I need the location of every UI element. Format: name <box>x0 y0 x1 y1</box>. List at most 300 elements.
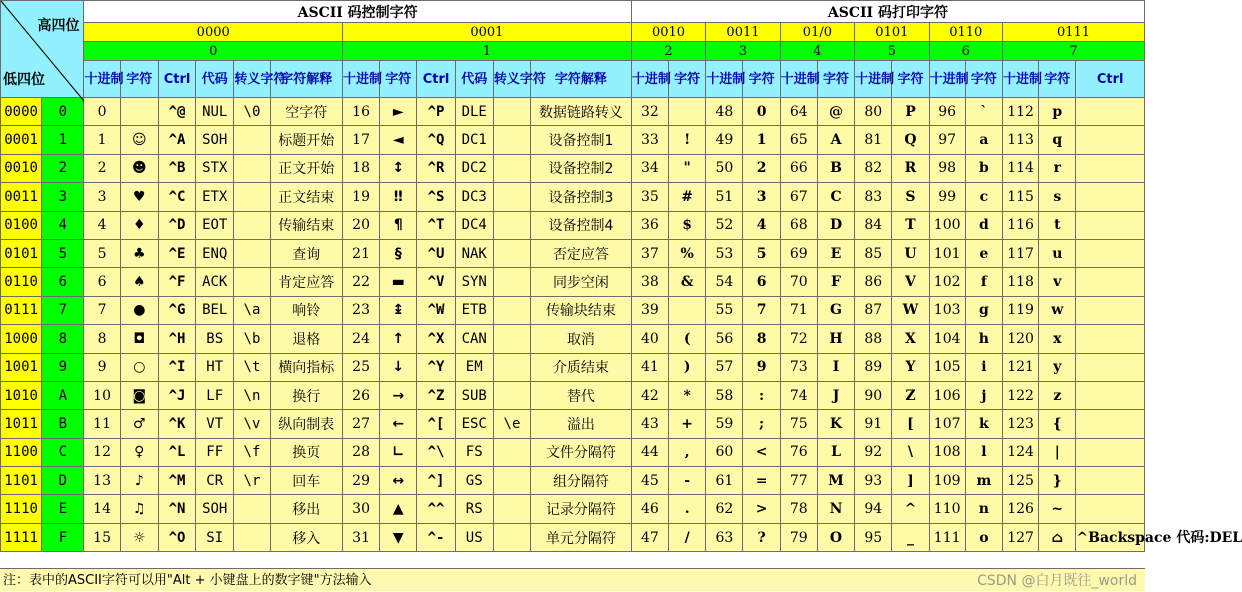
g3-char-cell: 4 <box>743 211 780 239</box>
g1-decimal-cell: 31 <box>342 523 379 551</box>
table-row <box>1 353 1145 381</box>
group-decimal-1: 1 <box>342 42 631 61</box>
g0-decimal-cell: 3 <box>84 183 120 211</box>
g7-ctrl-cell <box>1076 381 1145 409</box>
subheader-char-7: 字符 <box>1039 61 1076 98</box>
g7-ctrl-cell <box>1076 325 1145 353</box>
g0-desc-cell: 正文开始 <box>270 154 342 182</box>
g4-char-cell: E <box>817 239 854 267</box>
g0-char-cell: ◘ <box>120 325 158 353</box>
g6-decimal-cell: 110 <box>929 495 965 523</box>
g1-code-cell: SYN <box>455 268 493 296</box>
g7-decimal-cell: 116 <box>1002 211 1038 239</box>
g1-code-cell: CAN <box>455 325 493 353</box>
table-row <box>1 296 1145 324</box>
g0-char-cell: ☼ <box>120 523 158 551</box>
g5-char-cell: W <box>892 296 929 324</box>
g1-ctrl-cell: ^Z <box>417 381 455 409</box>
g2-char-cell: - <box>669 467 706 495</box>
g4-char-cell: N <box>817 495 854 523</box>
g2-char-cell: % <box>669 239 706 267</box>
g0-decimal-cell: 5 <box>84 239 120 267</box>
g0-code-cell: EOT <box>196 211 234 239</box>
g5-decimal-cell: 89 <box>855 353 892 381</box>
g7-ctrl-cell <box>1076 211 1145 239</box>
g7-decimal-cell: 123 <box>1002 410 1038 438</box>
g2-decimal-cell: 33 <box>631 126 668 154</box>
g7-ctrl-cell <box>1076 410 1145 438</box>
g7-decimal-cell: 115 <box>1002 183 1038 211</box>
g2-decimal-cell: 42 <box>631 381 668 409</box>
g1-desc-cell: 组分隔符 <box>531 467 632 495</box>
g3-char-cell: > <box>743 495 780 523</box>
row-binary: 0010 <box>1 154 42 182</box>
g0-code-cell: ETX <box>196 183 234 211</box>
g2-decimal-cell: 47 <box>631 523 668 551</box>
g6-char-cell: g <box>965 296 1002 324</box>
g4-decimal-cell: 70 <box>780 268 817 296</box>
subheader-ctrl-7: Ctrl <box>1076 61 1145 98</box>
g3-char-cell: 6 <box>743 268 780 296</box>
g4-char-cell: D <box>817 211 854 239</box>
g0-ctrl-cell: ^E <box>158 239 195 267</box>
g4-decimal-cell: 71 <box>780 296 817 324</box>
g1-desc-cell: 取消 <box>531 325 632 353</box>
g5-char-cell: Q <box>892 126 929 154</box>
g0-char-cell: ♥ <box>120 183 158 211</box>
g0-decimal-cell: 0 <box>84 98 120 126</box>
g5-decimal-cell: 90 <box>855 381 892 409</box>
g5-char-cell: P <box>892 98 929 126</box>
g0-code-cell: FF <box>196 438 234 466</box>
g7-ctrl-cell <box>1076 98 1145 126</box>
g1-ctrl-cell: ^V <box>417 268 455 296</box>
g0-char-cell: ◙ <box>120 381 158 409</box>
group-decimal-6: 6 <box>929 42 1002 61</box>
g4-char-cell: K <box>817 410 854 438</box>
g0-desc-cell: 移入 <box>270 523 342 551</box>
g3-char-cell: : <box>743 381 780 409</box>
g7-ctrl-cell <box>1076 296 1145 324</box>
high-nibble-label: 高四位 <box>37 18 80 34</box>
g2-char-cell: $ <box>669 211 706 239</box>
g0-char-cell: ♪ <box>120 467 158 495</box>
g3-char-cell: 2 <box>743 154 780 182</box>
g1-code-cell: US <box>455 523 493 551</box>
g2-decimal-cell: 45 <box>631 467 668 495</box>
g6-char-cell: l <box>965 438 1002 466</box>
g3-char-cell: 9 <box>743 353 780 381</box>
g3-decimal-cell: 58 <box>706 381 743 409</box>
table-row <box>1 268 1145 296</box>
g4-char-cell: @ <box>817 98 854 126</box>
row-binary: 0000 <box>1 98 42 126</box>
row-hex: 2 <box>42 154 84 182</box>
g1-escape-cell <box>493 239 530 267</box>
g7-char-cell: } <box>1039 467 1076 495</box>
g7-decimal-cell: 124 <box>1002 438 1038 466</box>
g5-decimal-cell: 91 <box>855 410 892 438</box>
g6-char-cell: h <box>965 325 1002 353</box>
g1-char-cell: ▼ <box>380 523 417 551</box>
g5-char-cell: Y <box>892 353 929 381</box>
g4-char-cell: B <box>817 154 854 182</box>
g2-decimal-cell: 37 <box>631 239 668 267</box>
row-binary: 1001 <box>1 353 42 381</box>
g0-char-cell: ☺ <box>120 126 158 154</box>
g7-decimal-cell: 126 <box>1002 495 1038 523</box>
row-hex: F <box>42 523 84 551</box>
row-binary: 1011 <box>1 410 42 438</box>
g1-ctrl-cell: ^T <box>417 211 455 239</box>
g1-code-cell: DLE <box>455 98 493 126</box>
g2-char-cell: " <box>669 154 706 182</box>
g6-decimal-cell: 102 <box>929 268 965 296</box>
g1-decimal-cell: 28 <box>342 438 379 466</box>
g0-escape-cell <box>234 523 270 551</box>
g0-char-cell: ♫ <box>120 495 158 523</box>
g0-ctrl-cell: ^B <box>158 154 195 182</box>
g0-char-cell: ♠ <box>120 268 158 296</box>
g3-decimal-cell: 54 <box>706 268 743 296</box>
g1-code-cell: DC2 <box>455 154 493 182</box>
g0-ctrl-cell: ^O <box>158 523 195 551</box>
row-binary: 0100 <box>1 211 42 239</box>
g0-code-cell: VT <box>196 410 234 438</box>
g0-decimal-cell: 8 <box>84 325 120 353</box>
g5-decimal-cell: 92 <box>855 438 892 466</box>
group-binary-7: 0111 <box>1002 23 1144 42</box>
group-binary-5: 0101 <box>855 23 929 42</box>
g7-decimal-cell: 125 <box>1002 467 1038 495</box>
g3-decimal-cell: 53 <box>706 239 743 267</box>
g7-decimal-cell: 121 <box>1002 353 1038 381</box>
g0-ctrl-cell: ^J <box>158 381 195 409</box>
g6-char-cell: m <box>965 467 1002 495</box>
g0-escape-cell <box>234 154 270 182</box>
subheader-char-4: 字符 <box>817 61 854 98</box>
g1-ctrl-cell: ^U <box>417 239 455 267</box>
g3-decimal-cell: 48 <box>706 98 743 126</box>
g1-ctrl-cell: ^^ <box>417 495 455 523</box>
g4-decimal-cell: 75 <box>780 410 817 438</box>
g0-ctrl-cell: ^C <box>158 183 195 211</box>
g3-decimal-cell: 59 <box>706 410 743 438</box>
row-hex: 6 <box>42 268 84 296</box>
subheader-ctrl-0: Ctrl <box>158 61 195 98</box>
g0-decimal-cell: 15 <box>84 523 120 551</box>
subheader-decimal-3: 十进制 <box>706 61 743 98</box>
g2-char-cell: + <box>669 410 706 438</box>
g0-desc-cell: 换页 <box>270 438 342 466</box>
subheader-decimal-7: 十进制 <box>1002 61 1038 98</box>
row-binary: 0110 <box>1 268 42 296</box>
row-binary: 0001 <box>1 126 42 154</box>
g3-char-cell: 5 <box>743 239 780 267</box>
g5-char-cell: R <box>892 154 929 182</box>
g2-char-cell <box>669 98 706 126</box>
g0-ctrl-cell: ^L <box>158 438 195 466</box>
g6-char-cell: d <box>965 211 1002 239</box>
g1-code-cell: FS <box>455 438 493 466</box>
g5-decimal-cell: 87 <box>855 296 892 324</box>
g0-code-cell: SI <box>196 523 234 551</box>
g5-char-cell: [ <box>892 410 929 438</box>
g0-char-cell: ♂ <box>120 410 158 438</box>
g7-decimal-cell: 122 <box>1002 381 1038 409</box>
row-hex: 7 <box>42 296 84 324</box>
g1-char-cell: ▲ <box>380 495 417 523</box>
g0-code-cell: CR <box>196 467 234 495</box>
table-row <box>1 126 1145 154</box>
g0-char-cell: ● <box>120 296 158 324</box>
g2-decimal-cell: 32 <box>631 98 668 126</box>
g0-code-cell: ENQ <box>196 239 234 267</box>
g0-desc-cell: 响铃 <box>270 296 342 324</box>
g1-char-cell: ► <box>380 98 417 126</box>
subheader-decimal-6: 十进制 <box>929 61 965 98</box>
subheader-decimal-4: 十进制 <box>780 61 817 98</box>
g7-char-cell: q <box>1039 126 1076 154</box>
g7-ctrl-cell: ^Backspace 代码:DEL <box>1076 523 1145 551</box>
g7-decimal-cell: 117 <box>1002 239 1038 267</box>
subheader-code-1: 代码 <box>455 61 493 98</box>
g5-decimal-cell: 81 <box>855 126 892 154</box>
g7-char-cell: ⌂ <box>1039 523 1076 551</box>
g3-decimal-cell: 56 <box>706 325 743 353</box>
g3-decimal-cell: 57 <box>706 353 743 381</box>
g3-char-cell: ; <box>743 410 780 438</box>
g6-char-cell: o <box>965 523 1002 551</box>
g0-desc-cell: 查询 <box>270 239 342 267</box>
g1-escape-cell <box>493 325 530 353</box>
g0-code-cell: ACK <box>196 268 234 296</box>
row-hex: 0 <box>42 98 84 126</box>
g6-char-cell: j <box>965 381 1002 409</box>
g5-decimal-cell: 93 <box>855 467 892 495</box>
subheader-char-2: 字符 <box>669 61 706 98</box>
control-chars-title: ASCII 码控制字符 <box>84 1 631 23</box>
subheader-row <box>1 61 1145 98</box>
g5-decimal-cell: 95 <box>855 523 892 551</box>
g4-decimal-cell: 76 <box>780 438 817 466</box>
g1-code-cell: DC1 <box>455 126 493 154</box>
subheader-decimal-1: 十进制 <box>342 61 379 98</box>
subheader-desc-0: 字符解释 <box>270 61 342 98</box>
g1-escape-cell <box>493 353 530 381</box>
g0-ctrl-cell: ^K <box>158 410 195 438</box>
g1-char-cell: ↓ <box>380 353 417 381</box>
subheader-char-0: 字符 <box>120 61 158 98</box>
g7-char-cell: s <box>1039 183 1076 211</box>
g1-escape-cell <box>493 467 530 495</box>
group-binary-1: 0001 <box>342 23 631 42</box>
g0-desc-cell: 标题开始 <box>270 126 342 154</box>
g0-decimal-cell: 11 <box>84 410 120 438</box>
group-decimal-0: 0 <box>84 42 342 61</box>
subheader-char-1: 字符 <box>380 61 417 98</box>
g5-decimal-cell: 88 <box>855 325 892 353</box>
g1-ctrl-cell: ^\ <box>417 438 455 466</box>
g0-decimal-cell: 12 <box>84 438 120 466</box>
row-hex: A <box>42 381 84 409</box>
g4-decimal-cell: 64 <box>780 98 817 126</box>
g0-ctrl-cell: ^M <box>158 467 195 495</box>
g0-desc-cell: 正文结束 <box>270 183 342 211</box>
g7-decimal-cell: 119 <box>1002 296 1038 324</box>
g4-decimal-cell: 74 <box>780 381 817 409</box>
g1-desc-cell: 介质结束 <box>531 353 632 381</box>
g3-decimal-cell: 63 <box>706 523 743 551</box>
g6-decimal-cell: 96 <box>929 98 965 126</box>
g7-decimal-cell: 114 <box>1002 154 1038 182</box>
g6-decimal-cell: 100 <box>929 211 965 239</box>
table-row <box>1 154 1145 182</box>
g1-char-cell: ↨ <box>380 296 417 324</box>
g1-escape-cell <box>493 211 530 239</box>
g1-desc-cell: 设备控制1 <box>531 126 632 154</box>
subheader-char-3: 字符 <box>743 61 780 98</box>
g1-ctrl-cell: ^Q <box>417 126 455 154</box>
subheader-ctrl-1: Ctrl <box>417 61 455 98</box>
g1-escape-cell <box>493 495 530 523</box>
g1-escape-cell <box>493 183 530 211</box>
row-hex: 1 <box>42 126 84 154</box>
g1-code-cell: RS <box>455 495 493 523</box>
g0-ctrl-cell: ^@ <box>158 98 195 126</box>
g1-desc-cell: 设备控制3 <box>531 183 632 211</box>
g5-decimal-cell: 80 <box>855 98 892 126</box>
g1-desc-cell: 设备控制2 <box>531 154 632 182</box>
g2-decimal-cell: 46 <box>631 495 668 523</box>
g1-escape-cell: \e <box>493 410 530 438</box>
g1-desc-cell: 单元分隔符 <box>531 523 632 551</box>
g0-escape-cell: \0 <box>234 98 270 126</box>
g1-desc-cell: 溢出 <box>531 410 632 438</box>
g0-code-cell: STX <box>196 154 234 182</box>
g5-char-cell: S <box>892 183 929 211</box>
g6-decimal-cell: 103 <box>929 296 965 324</box>
row-hex: 9 <box>42 353 84 381</box>
g2-char-cell: ! <box>669 126 706 154</box>
g0-decimal-cell: 9 <box>84 353 120 381</box>
g1-char-cell: ↕ <box>380 154 417 182</box>
g2-char-cell: # <box>669 183 706 211</box>
g6-decimal-cell: 109 <box>929 467 965 495</box>
g4-char-cell: J <box>817 381 854 409</box>
g0-char-cell: ○ <box>120 353 158 381</box>
g1-code-cell: ESC <box>455 410 493 438</box>
table-row <box>1 438 1145 466</box>
g3-decimal-cell: 62 <box>706 495 743 523</box>
g0-escape-cell <box>234 495 270 523</box>
g1-desc-cell: 设备控制4 <box>531 211 632 239</box>
group-decimal-2: 2 <box>631 42 705 61</box>
row-hex: B <box>42 410 84 438</box>
g4-decimal-cell: 65 <box>780 126 817 154</box>
table-row <box>1 183 1145 211</box>
g4-char-cell: H <box>817 325 854 353</box>
g1-escape-cell <box>493 381 530 409</box>
g7-char-cell: u <box>1039 239 1076 267</box>
g4-decimal-cell: 69 <box>780 239 817 267</box>
g2-char-cell <box>669 296 706 324</box>
g1-code-cell: SUB <box>455 381 493 409</box>
g6-char-cell: b <box>965 154 1002 182</box>
g6-decimal-cell: 99 <box>929 183 965 211</box>
g1-ctrl-cell: ^X <box>417 325 455 353</box>
subheader-code-0: 代码 <box>196 61 234 98</box>
g5-decimal-cell: 84 <box>855 211 892 239</box>
g0-desc-cell: 移出 <box>270 495 342 523</box>
group-binary-3: 0011 <box>706 23 780 42</box>
g1-code-cell: ETB <box>455 296 493 324</box>
g3-char-cell: 3 <box>743 183 780 211</box>
g2-char-cell: ( <box>669 325 706 353</box>
g0-escape-cell <box>234 126 270 154</box>
g6-decimal-cell: 104 <box>929 325 965 353</box>
g0-code-cell: LF <box>196 381 234 409</box>
g1-char-cell: → <box>380 381 417 409</box>
group-binary-2: 0010 <box>631 23 705 42</box>
g6-char-cell: f <box>965 268 1002 296</box>
g1-char-cell: ↑ <box>380 325 417 353</box>
g1-decimal-cell: 27 <box>342 410 379 438</box>
g7-char-cell: t <box>1039 211 1076 239</box>
g0-char-cell: ☻ <box>120 154 158 182</box>
g4-char-cell: G <box>817 296 854 324</box>
footer-note: 注：表中的ASCII字符可以用"Alt + 小键盘上的数字键"方法输入 <box>0 568 1145 591</box>
g7-ctrl-cell <box>1076 239 1145 267</box>
subheader-decimal-2: 十进制 <box>631 61 668 98</box>
g2-decimal-cell: 41 <box>631 353 668 381</box>
g0-ctrl-cell: ^F <box>158 268 195 296</box>
g3-char-cell: = <box>743 467 780 495</box>
row-hex: C <box>42 438 84 466</box>
g0-escape-cell: \b <box>234 325 270 353</box>
g5-char-cell: _ <box>892 523 929 551</box>
g1-decimal-cell: 19 <box>342 183 379 211</box>
g0-char-cell: ♀ <box>120 438 158 466</box>
group-decimal-3: 3 <box>706 42 780 61</box>
g1-decimal-cell: 17 <box>342 126 379 154</box>
printable-chars-title: ASCII 码打印字符 <box>631 1 1144 23</box>
g4-char-cell: M <box>817 467 854 495</box>
row-hex: D <box>42 467 84 495</box>
g7-ctrl-cell <box>1076 438 1145 466</box>
g6-char-cell: a <box>965 126 1002 154</box>
g7-char-cell: x <box>1039 325 1076 353</box>
g3-decimal-cell: 52 <box>706 211 743 239</box>
g7-decimal-cell: 127 <box>1002 523 1038 551</box>
g6-char-cell: k <box>965 410 1002 438</box>
g1-desc-cell: 文件分隔符 <box>531 438 632 466</box>
g1-decimal-cell: 26 <box>342 381 379 409</box>
g0-escape-cell <box>234 183 270 211</box>
g3-char-cell: 8 <box>743 325 780 353</box>
g1-desc-cell: 同步空闲 <box>531 268 632 296</box>
g2-char-cell: / <box>669 523 706 551</box>
g2-char-cell: . <box>669 495 706 523</box>
g1-escape-cell <box>493 126 530 154</box>
row-binary: 0111 <box>1 296 42 324</box>
g6-char-cell: i <box>965 353 1002 381</box>
g4-decimal-cell: 66 <box>780 154 817 182</box>
subheader-desc-1: 字符解释 <box>531 61 632 98</box>
group-binary-row <box>1 23 1145 42</box>
g4-decimal-cell: 77 <box>780 467 817 495</box>
g6-char-cell: ` <box>965 98 1002 126</box>
